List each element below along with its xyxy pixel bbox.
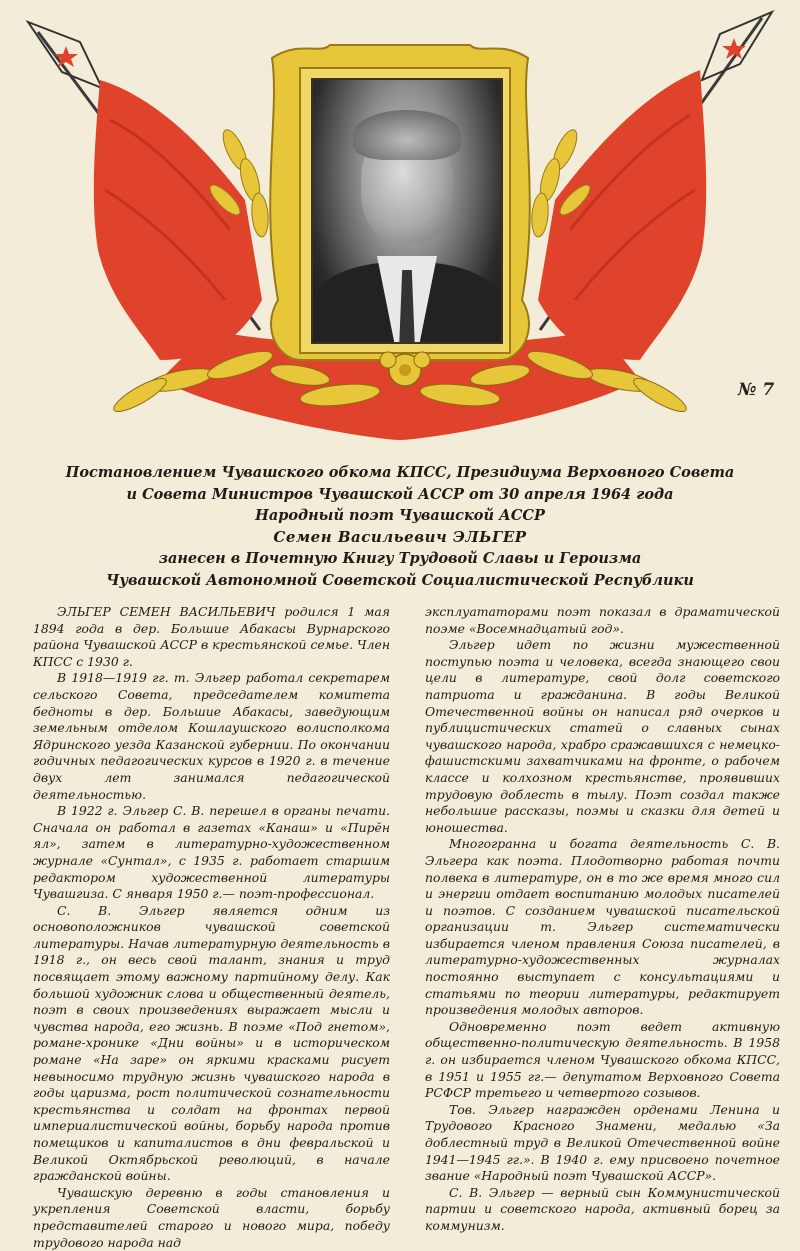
right-column xyxy=(425,604,780,1235)
heading-line-5: занесен в Почетную Книгу Трудовой Славы и Героизма xyxy=(158,550,642,567)
right-spear-tip-icon xyxy=(702,12,772,80)
paragraph: Тов. Эльгер награжден орденами Ленина и Трудового Красного Знамени, медалью «За доблестный труд в Великой Отечественной войне 1941—1945 гг.». В 1940 г. ему присвоено почетное звание «Народный поэт Чувашской АССР». xyxy=(425,1101,780,1184)
heading-line-3: Народный поэт Чувашской АССР xyxy=(255,507,545,524)
issue-number: № 7 xyxy=(738,380,775,400)
paragraph: Одновременно поэт ведет активную общественно-политическую деятельность. В 1958 г. он избирается членом Чувашского обкома КПСС, в 1951 и 1955 гг.— депутатом Верховного Совета РСФСР третьего и четвертого созывов. xyxy=(425,1018,780,1101)
heading-name: Семен Васильевич ЭЛЬГЕР xyxy=(273,527,527,546)
paragraph: Многогранна и богата деятельность С. В. Эльгера как поэта. Плодотворно работая почти полвека в литературе, он в то же время много сил и энергии отдает воспитанию молодых писателей и поэтов. С созданием чувашской писательской организации т. Эльгер систематически избирается членом правления Союза писателей, в литературно-художественных журналах постоянно выступает с консультациями и статьями по теории литературы, редактирует произведения молодых авторов. xyxy=(425,836,780,1018)
left-red-banner xyxy=(94,80,262,360)
paragraph: Чувашскую деревню в годы становления и укрепления Советской власти, борьбу представителей старого и нового мира, победу трудового народа над xyxy=(33,1184,390,1250)
paragraph: В 1922 г. Эльгер С. В. перешел в органы печати. Сначала он работал в газетах «Канаш» и «Пирĕн ял», затем в литературно-художественном журнале «Сунтал», с 1935 г. работает старшим редактором художественной литературы Чувашгиза. С января 1950 г.— поэт-профессионал. xyxy=(33,803,390,902)
left-column xyxy=(33,604,390,1251)
heading-line-6: Чувашской Автономной Советской Социалистической Республики xyxy=(106,571,694,589)
portrait-photo xyxy=(311,78,503,344)
paragraph: В 1918—1919 гг. т. Эльгер работал секретарем сельского Совета, председателем комитета бедноты в дер. Большие Абакасы, заведующим земельным отделом Кошлаушского волисполкома Ядринского уезда Казанской губернии. По окончании годичных педагогических курсов в 1920 г. в течение двух лет занимался педагогической деятельностью. xyxy=(33,670,390,802)
paragraph: С. В. Эльгер — верный сын Коммунистической партии и советского народа, активный борец за коммунизм. xyxy=(425,1184,780,1233)
paragraph: С. В. Эльгер является одним из основоположников чувашской советской литературы. Начав литературную деятельность в 1918 г., он весь свой талант, знания и труд посвящает этому важному партийному делу. Как большой художник слова и общественный деятель, поэт в своих произведениях выражает мысли и чувства народа, его жизнь. В поэме «Под гнетом», романе-хронике «Дни войны» и в историческом романе «На заре» он яркими красками рисует невыносимо трудную жизнь чувашского народа в годы царизма, рост политической сознательности крестьянства и солдат на фронтах первой империалистической войны, борьбу народа против помещиков и капиталистов в дни февральской и Великой Октябрьской революций, в начале гражданской войны. xyxy=(33,902,390,1184)
paragraph: ЭЛЬГЕР СЕМЕН ВАСИЛЬЕВИЧ родился 1 мая 1894 года в дер. Большие Абакасы Вурнарского района Чувашской АССР в крестьянской семье. Член КПСС с 1930 г. xyxy=(33,604,390,669)
paragraph: Эльгер идет по жизни мужественной поступью поэта и человека, всегда знающего свои цели в литературе, свой долг советского патриота и гражданина. В годы Великой Отечественной войны он написал ряд очерков и публицистических статей о славных сынах чувашского народа, храбро сражавшихся с немецко-фашистскими захватчиками на фронте, о рабочем классе и колхозном крестьянстве, проявивших трудовую доблесть в тылу. Поэт создал также небольшие рассказы, поэмы и сказки для детей и юношества. xyxy=(425,637,780,835)
heading-line-2: и Совета Министров Чувашской АССР от 30 апреля 1964 года xyxy=(126,485,674,503)
decree-heading xyxy=(60,462,740,591)
heading-line-1: Постановлением Чувашского обкома КПСС, Президиума Верховного Совета xyxy=(65,464,735,481)
paragraph: эксплуататорами поэт показал в драматической поэме «Восемнадцатый год». xyxy=(425,604,780,636)
